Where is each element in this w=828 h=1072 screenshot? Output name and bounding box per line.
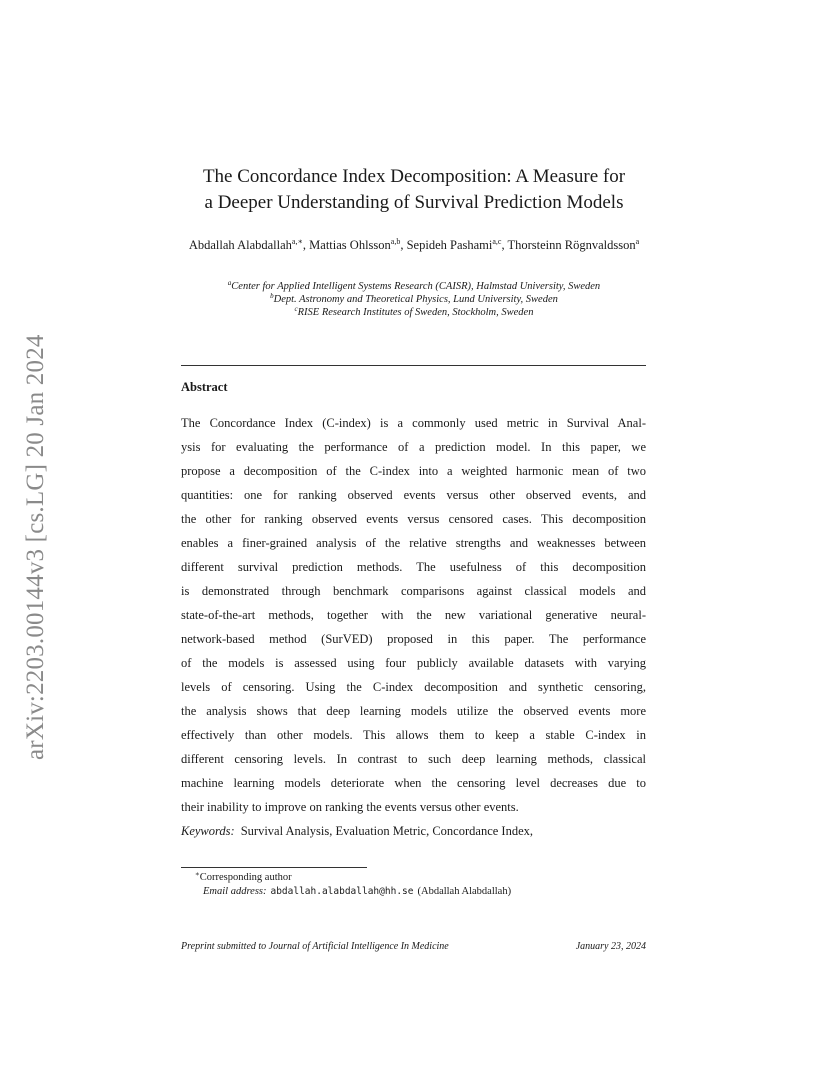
paper-title [150,164,678,216]
abstract-line: quantities: one for ranking observed events versus other observed events, and [181,488,646,502]
abstract-line: ysis for evaluating the performance of a prediction model. In this paper, we [181,440,646,454]
abstract-top-rule [181,365,646,366]
abstract-line: the analysis shows that deep learning models utilize the observed events more [181,704,646,718]
footnote-rule [181,867,367,868]
author-name: Abdallah Alabdallah [188,238,292,252]
author-separator: , [501,238,508,252]
keywords-text: Survival Analysis, Evaluation Metric, Concordance Index, [240,824,533,838]
author-list [170,236,658,254]
keywords-label: Keywords: [181,824,235,838]
abstract-line: enables a finer-grained analysis of the relative strengths and weaknesses between [181,536,646,550]
author-name: Mattias Ohlsson [309,238,391,252]
affiliation-b [150,293,678,306]
email-footnote [203,886,511,897]
email-owner: (Abdallah Alabdallah) [417,886,512,897]
affiliation-mark: b [270,292,274,300]
paper-title-line-2: a Deeper Understanding of Survival Prediction Models [204,192,624,213]
preprint-date: January 23, 2024 [575,941,646,952]
paper-title-line-1: The Concordance Index Decomposition: A Measure for [202,166,626,187]
abstract-line: machine learning models deteriorate when the censoring level decreases due to [181,776,646,790]
author-separator: , [400,238,407,252]
abstract-line: effectively than other models. This allows them to keep a stable C-index in [181,728,646,742]
abstract-heading: Abstract [181,380,228,394]
affiliation-text: Center for Applied Intelligent Systems Research (CAISR), Halmstad University, Sweden [231,281,601,292]
abstract-line: levels of censoring. Using the C-index decomposition and synthetic censoring, [181,680,646,694]
abstract-line: network-based method (SurVED) proposed in this paper. The performance [181,632,646,646]
arxiv-identifier-stamp: arXiv:2203.00144v3 [cs.LG] 20 Jan 2024 [22,334,49,760]
author-affiliation-mark: a,c [492,237,502,246]
preprint-notice: Preprint submitted to Journal of Artificial Intelligence In Medicine [181,941,449,952]
abstract-line: propose a decomposition of the C-index into a weighted harmonic mean of two [181,464,646,478]
abstract-line: of the models is assessed using four publicly available datasets with varying [181,656,646,670]
keywords [181,824,533,839]
email-address-link[interactable]: abdallah.alabdallah@hh.se [270,886,414,897]
abstract-line: different survival prediction methods. The usefulness of this decomposition [181,560,646,574]
abstract-line: the other for ranking observed events versus censored cases. This decomposition [181,512,646,526]
affiliation-mark: a [227,279,232,287]
corresponding-author-text: Corresponding author [199,872,292,883]
author-affiliation-mark: a [635,237,640,246]
affiliation-mark: c [294,305,298,313]
affiliation-c [150,306,678,319]
author-affiliation-mark: a,b [390,237,401,246]
author-name: Sepideh Pashami [406,238,493,252]
email-label: Email address: [203,886,267,897]
abstract-line: state-of-the-art methods, together with the new variational generative neural- [181,608,646,622]
author-separator: , [302,238,310,252]
abstract-line: is demonstrated through benchmark comparisons against classical models and [181,584,646,598]
affiliation-text: RISE Research Institutes of Sweden, Stockholm, Sweden [297,307,534,318]
abstract-body [181,411,646,819]
abstract-line: their inability to improve on ranking the events versus other events. [181,800,519,814]
corresponding-author-footnote [195,872,292,883]
abstract-line: The Concordance Index (C-index) is a commonly used metric in Survival Anal- [181,416,646,430]
abstract-line: different censoring levels. In contrast to such deep learning methods, classical [181,752,646,766]
affiliation-text: Dept. Astronomy and Theoretical Physics, Lund University, Sweden [273,294,558,305]
author-affiliation-mark: a,∗ [291,237,303,246]
author-name: Thorsteinn Rögnvaldsson [507,238,636,252]
footnote-mark: ∗ [195,870,200,878]
affiliation-a [150,280,678,293]
